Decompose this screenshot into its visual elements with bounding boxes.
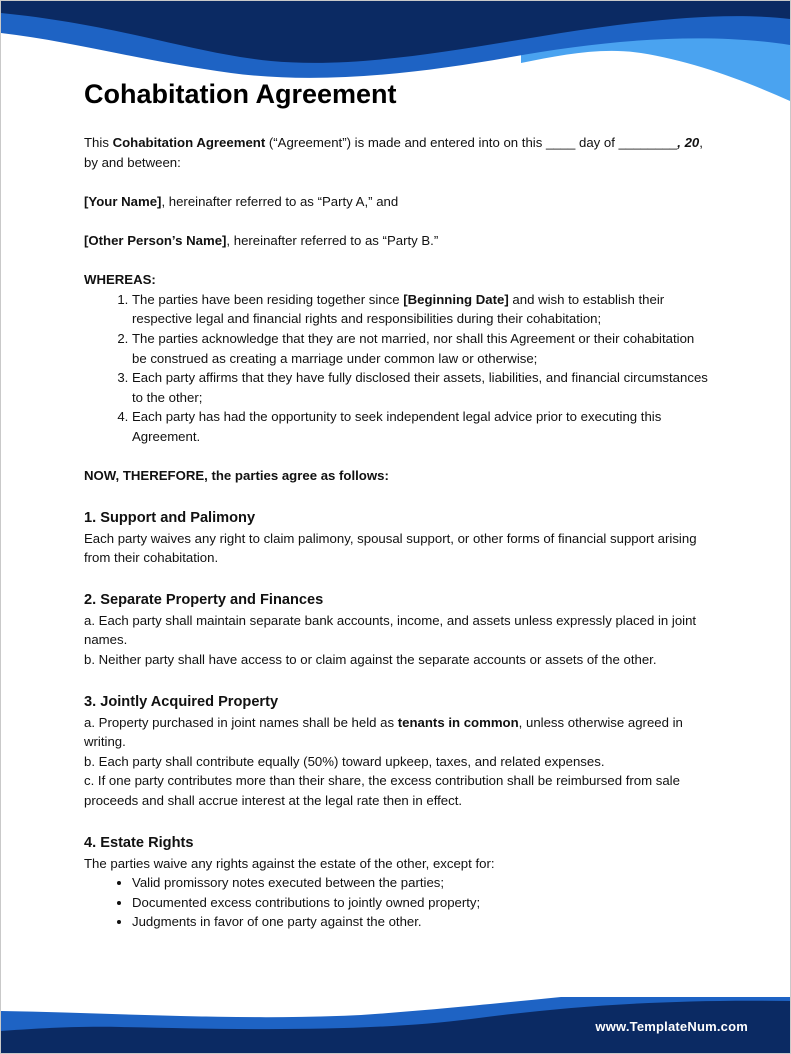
document-body bbox=[84, 75, 708, 932]
clause-c: c. If one party contributes more than their share, the excess contribution shall be reimbursed from sale proceeds and shall accrue interest at the legal rate then in effect. bbox=[84, 773, 680, 809]
clause-b: b. Each party shall contribute equally (50%) toward upkeep, taxes, and related expenses. bbox=[84, 753, 605, 769]
clause-b: b. Neither party shall have access to or claim against the separate accounts or assets of the other. bbox=[84, 652, 657, 668]
whereas-item: 2. The parties acknowledge that they are not married, nor shall this Agreement or their cohabitation be construed as creating a marriage under common law or otherwise; bbox=[132, 329, 708, 368]
list-item: • Documented excess contributions to jointly owned property; bbox=[132, 893, 708, 913]
list-item: • Judgments in favor of one party against the other. bbox=[132, 912, 708, 932]
section-jointly-acquired bbox=[84, 692, 708, 811]
party-a-line: [Your Name], hereinafter referred to as “Party A,” and bbox=[84, 193, 399, 209]
intro-paragraph: This Cohabitation Agreement (“Agreement”) is made and entered into on this ____ day of ________, 20, by and between: bbox=[84, 135, 703, 170]
whereas-item: 4. Each party has had the opportunity to seek independent legal advice prior to executing this Agreement. bbox=[132, 407, 708, 446]
section-support-palimony bbox=[84, 508, 708, 568]
whereas-heading: WHEREAS: bbox=[84, 272, 156, 288]
section-heading: 4. Estate Rights bbox=[84, 834, 194, 851]
section-heading: 3. Jointly Acquired Property bbox=[84, 693, 279, 710]
whereas-list bbox=[84, 290, 708, 447]
clause-a: a. Property purchased in joint names shall be held as tenants in common, unless otherwise agreed in writing. bbox=[84, 714, 683, 750]
footer-website-link[interactable]: www.TemplateNum.com bbox=[595, 1019, 748, 1034]
section-body: The parties waive any rights against the estate of the other, except for: bbox=[84, 855, 495, 871]
list-item: • Valid promissory notes executed between the parties; bbox=[132, 873, 708, 893]
whereas-item: 1. The parties have been residing together since [Beginning Date] and wish to establish their respective legal and financial rights and responsibilities during their cohabitation; bbox=[132, 290, 708, 329]
whereas-item: 3. Each party affirms that they have fully disclosed their assets, liabilities, and financial circumstances to the other; bbox=[132, 368, 708, 407]
now-therefore-heading: NOW, THEREFORE, the parties agree as follows: bbox=[84, 468, 389, 484]
clause-a: a. Each party shall maintain separate bank accounts, income, and assets unless expressly placed in joint names. bbox=[84, 612, 697, 648]
section-heading: 2. Separate Property and Finances bbox=[84, 591, 324, 608]
section-separate-property bbox=[84, 590, 708, 670]
exceptions-list bbox=[84, 873, 708, 932]
section-heading: 1. Support and Palimony bbox=[84, 509, 256, 526]
section-body: Each party waives any right to claim palimony, spousal support, or other forms of financial support arising from their cohabitation. bbox=[84, 530, 697, 566]
section-estate-rights bbox=[84, 833, 708, 932]
document-title: Cohabitation Agreement bbox=[84, 79, 397, 109]
party-b-line: [Other Person’s Name], hereinafter referred to as “Party B.” bbox=[84, 232, 439, 248]
